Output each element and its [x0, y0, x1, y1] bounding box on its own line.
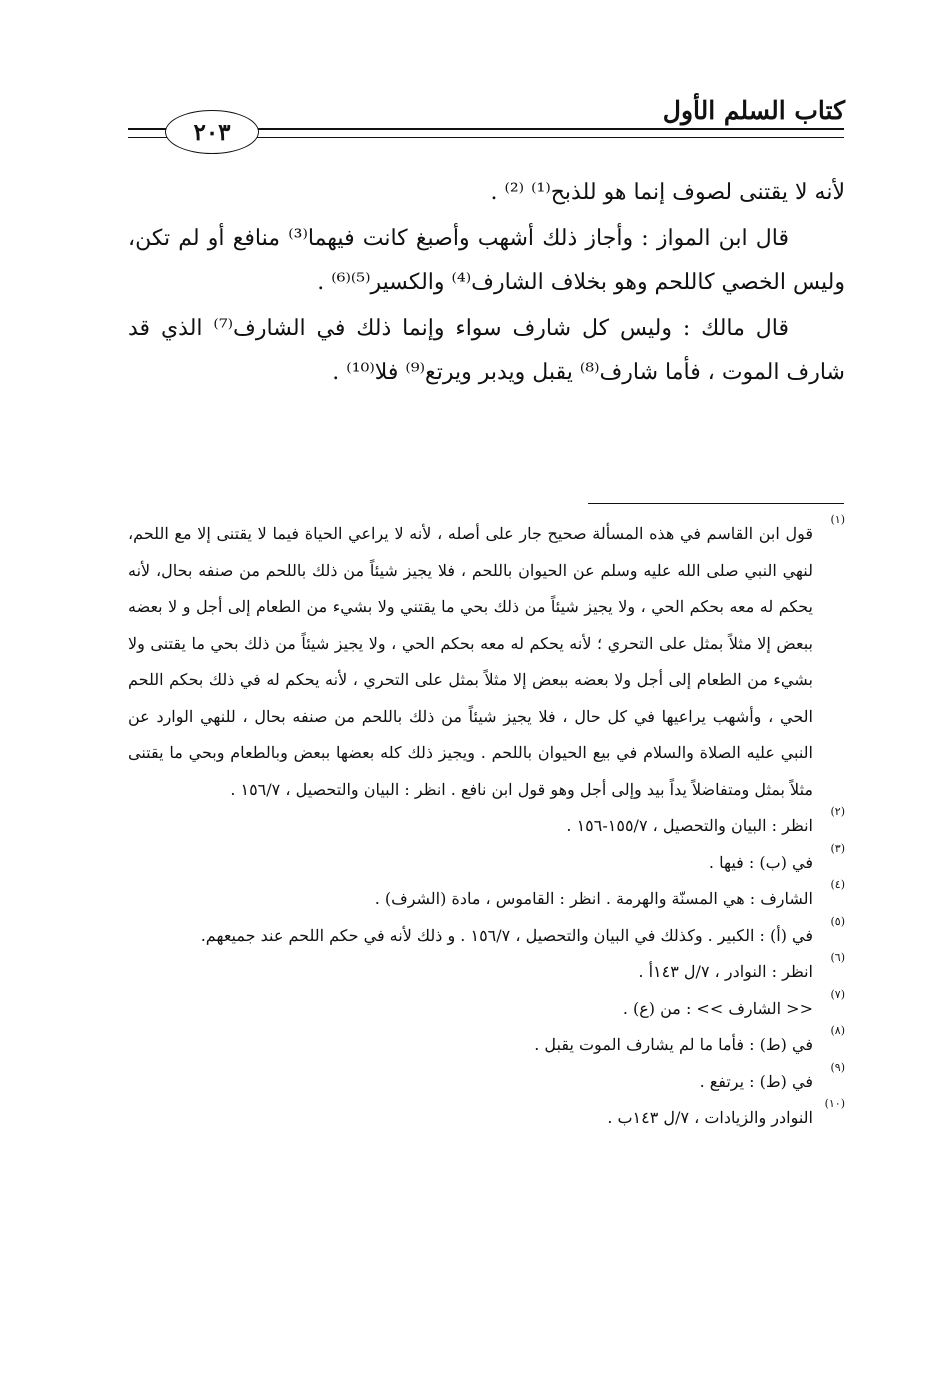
footnote — [128, 805, 845, 845]
footnote-text: في (ب) : فيها . — [708, 852, 813, 872]
footnote — [128, 951, 845, 991]
footnote-number: (٩) — [830, 1060, 845, 1074]
main-text — [128, 171, 845, 397]
running-title: كتاب السلم الأول — [662, 96, 845, 125]
footnote-number: (٧) — [830, 987, 845, 1001]
footnote — [128, 914, 845, 955]
footnote — [128, 1060, 845, 1101]
footnote — [128, 878, 845, 918]
footnote-number: (٤) — [830, 878, 845, 891]
page-number: ٢٠٣ — [165, 110, 259, 154]
footnote-text: في (أ) : الكبير . وكذلك في البيان والتحصيل ، ١٥٦/٧ . و ذلك لأنه في حكم اللحم عند جميعهم. — [200, 925, 813, 945]
main-paragraph: قال مالك : وليس كل شارف سواء وإنما ذلك في الشارف⁽⁷⁾ الذي قد شارف الموت ، فأما شارف⁽⁸⁾ يقبل ويدبر ويرتع⁽⁹⁾ فلا⁽¹⁰⁾ . — [128, 316, 845, 385]
footnote — [128, 1097, 845, 1137]
footnote-separator — [588, 503, 844, 504]
footnote-text: << الشارف >> : من (ع) . — [622, 998, 813, 1018]
footnote-text: انظر : النوادر ، ٧/ل ١٤٣أ . — [638, 962, 813, 981]
footnote-number: (٢) — [830, 805, 845, 818]
footnote-text: الشارف : هي المسنّة والهرمة . انظر : القاموس ، مادة (الشرف) . — [374, 889, 813, 908]
footnote-text: انظر : البيان والتحصيل ، ١٥٥/٧-١٥٦ . — [566, 816, 813, 835]
main-paragraph: لأنه لا يقتنى لصوف إنما هو للذبح⁽¹⁾ ⁽²⁾ . — [490, 180, 845, 205]
footnote-number: (٣) — [830, 841, 845, 855]
footnote-number: (١) — [830, 513, 845, 526]
main-paragraph: قال ابن المواز : وأجاز ذلك أشهب وأصبغ كانت فيهما⁽³⁾ منافع أو لم تكن، وليس الخصي كاللحم وهو بخلاف الشارف⁽⁴⁾ والكسير⁽⁵⁾⁽⁶⁾ . — [128, 226, 845, 295]
footnote-text: قول ابن القاسم في هذه المسألة صحيح جار على أصله ، لأنه لا يراعي الحياة فيما لا يقتنى إلا مع اللحم، لنهي النبي صلى الله عليه وسلم عن الحيوان باللحم ، فلا يجيز شيئاً من ذلك باللحم من صنفه بحال، لأنه يحكم له معه بحكم الحي ، ولا يجيز شيئاً من ذلك بحي ما يقتني ولا بشيء من الطعام إلى أجل و لا بعضه ببعض إلا مثلاً بمثل على التحري ؛ لأنه يحكم له معه بحكم الحي ، ولا يجيز شيئاً من ذلك بحي ما يقتنى ولا بشيء من الطعام إلى أجل ولا بعضه ببعض إلا مثلاً بمثل على التحري ، لأنه يحكم له في ذلك بحكم اللحم الحي ، وأشهب يراعيها في كل حال ، فلا يجيز شيئاً من ذلك باللحم من صنفه بحال ، للنهي الوارد عن النبي عليه الصلاة والسلام في بيع الحيوان باللحم . ويجيز ذلك كله بعضها ببعض وبالطعام وبحي ما يقتنى مثلاً بمثل ومتفاضلاً يداً بيد وإلى أجل وهو قول ابن نافع . انظر : البيان والتحصيل ، ١٥٦/٧ . — [128, 524, 814, 799]
footnote-number: (٦) — [830, 951, 845, 964]
footnote — [128, 1024, 845, 1064]
footnote-number: (١٠) — [824, 1097, 845, 1110]
footnote — [128, 513, 845, 808]
footnote-text: في (ط) : فأما ما لم يشارف الموت يقبل . — [534, 1035, 813, 1054]
footnotes — [128, 513, 845, 1137]
footnote — [128, 987, 845, 1028]
footnote — [128, 841, 845, 882]
footnote-number: (٥) — [830, 914, 845, 928]
footnote-number: (٨) — [830, 1024, 845, 1037]
footnote-text: النوادر والزيادات ، ٧/ل ١٤٣ب . — [607, 1108, 813, 1127]
footnote-text: في (ط) : يرتفع . — [699, 1071, 813, 1091]
